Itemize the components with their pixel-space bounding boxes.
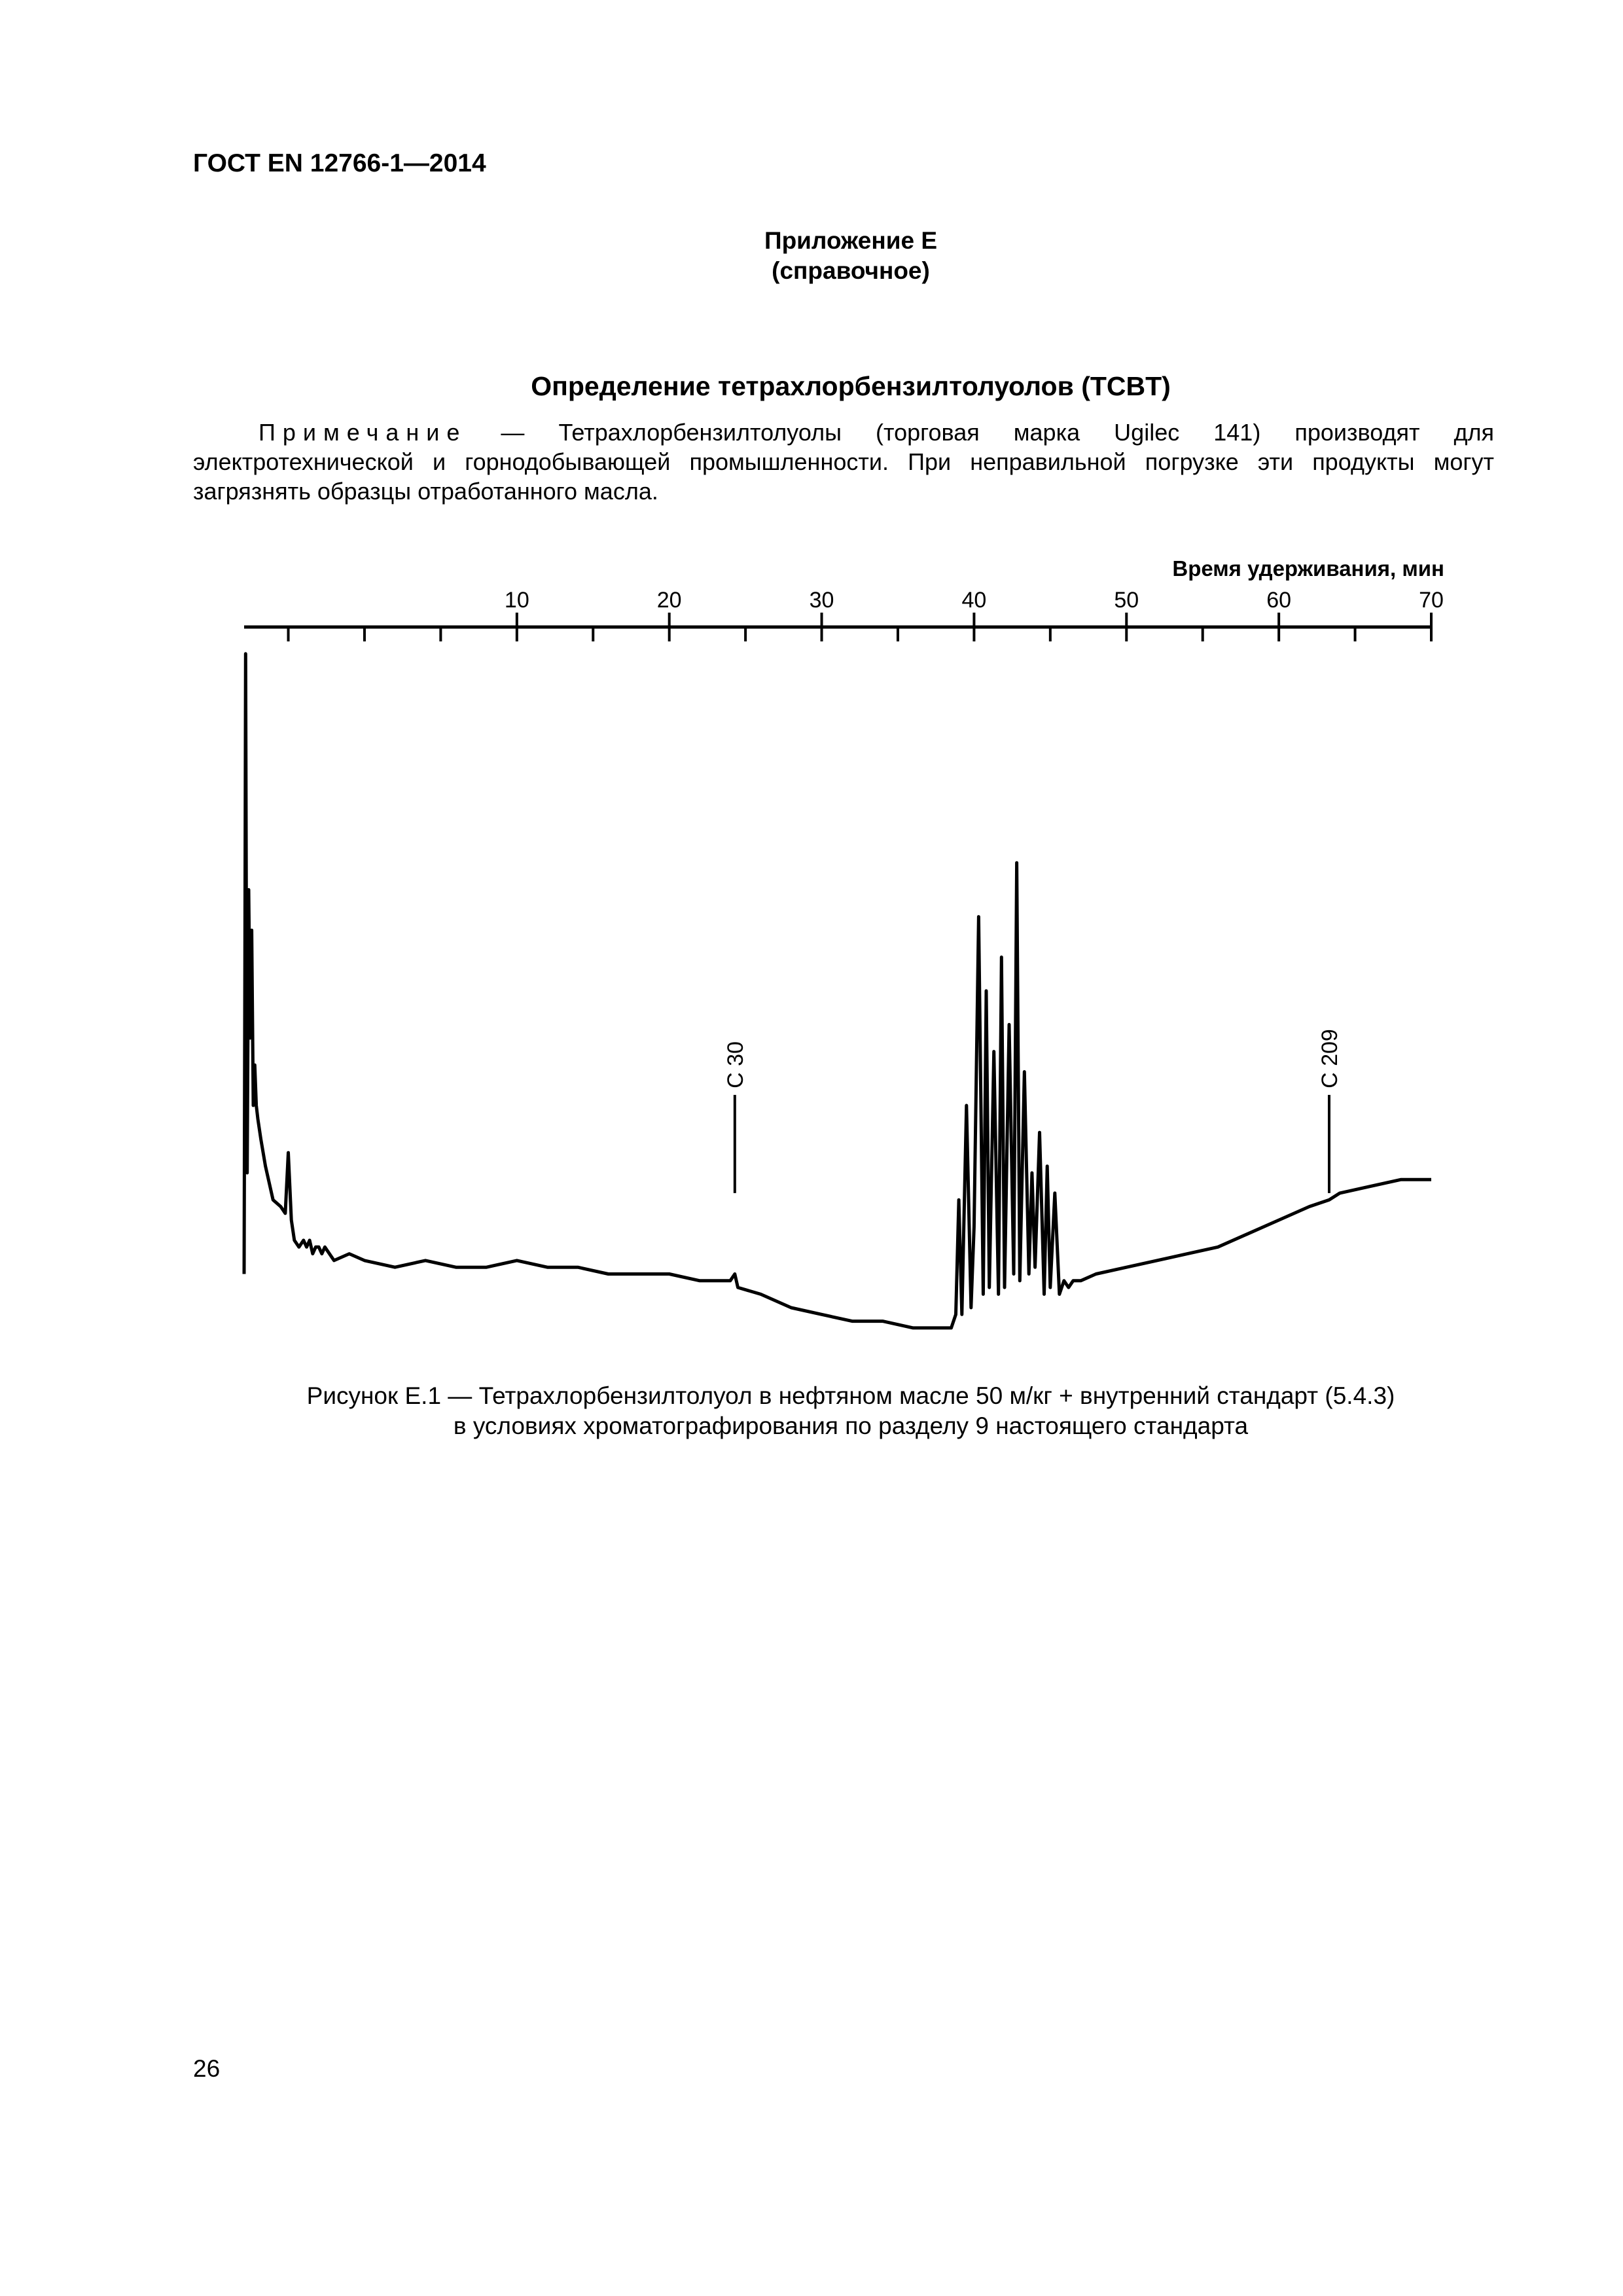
note-text: — Тетрахлорбензилтолуолы (торговая марка Ugilec 141) производят для электротехнической и горнодобывающей промышленности. При неправильной погрузке эти продукты могут загрязнять образцы отработанного масла. [193,419,1494,505]
caption-line-1: Рисунок Е.1 — Тетрахлорбензилтолуол в нефтяном масле 50 м/кг + внутренний стандарт (5.4.3) [306,1382,1395,1409]
annotation-label: C 30 [722,1041,748,1088]
x-tick-label: 20 [656,588,682,613]
document-header: ГОСТ EN 12766-1—2014 [193,149,486,177]
note-label: Примечание [259,419,467,446]
annex-status: (справочное) [772,257,930,284]
x-tick-label: 70 [1419,588,1444,613]
x-tick-label: 10 [504,588,529,613]
section-title: Определение тетрахлорбензилтолуолов (TCBT) [531,371,1171,401]
x-tick-label: 30 [809,588,834,613]
series-trace [244,654,1431,1328]
figure-caption [0,1381,1623,1441]
annotation-label: C 209 [1317,1029,1342,1088]
peak-annotations [723,1029,1342,1193]
x-tick-label: 50 [1114,588,1139,613]
x-axis-ticks [289,588,1444,641]
page-number: 26 [193,2055,221,2082]
x-tick-label: 60 [1266,588,1292,613]
annex-title: Приложение Е [764,227,938,254]
x-axis-title: Время удерживания, мин [1172,556,1444,581]
caption-line-2: в условиях хроматографирования по разделу 9 настоящего стандарта [453,1412,1249,1439]
x-tick-label: 40 [961,588,987,613]
